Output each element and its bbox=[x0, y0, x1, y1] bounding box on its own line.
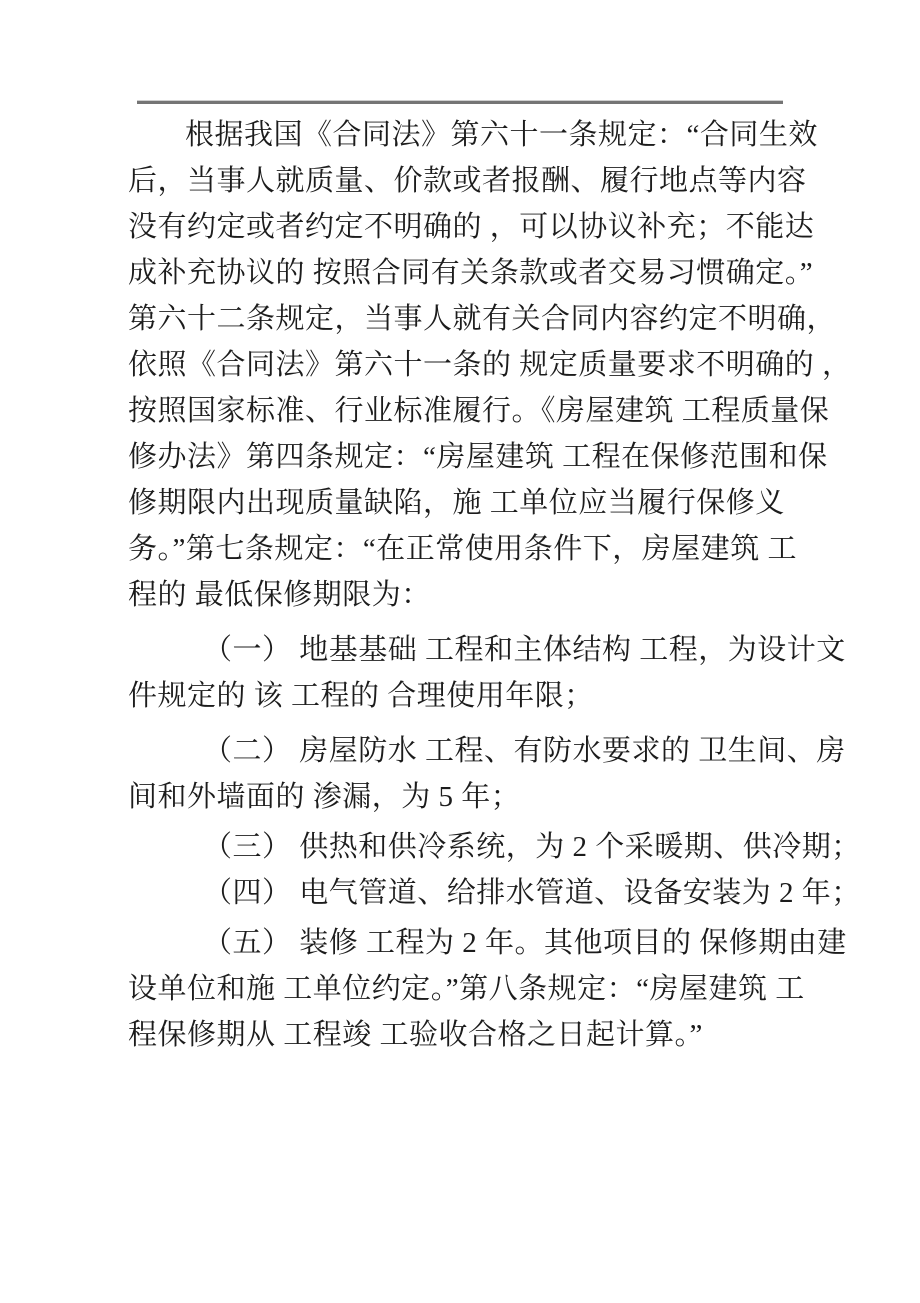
list-item-line: （二） 房屋防水 工程、有防水要求的 卫生间、房 bbox=[203, 735, 846, 767]
text-line: 依照《合同法》第六十一条的 规定质量要求不明确的 ， bbox=[128, 349, 852, 381]
text-line: 没有约定或者约定不明确的 ，可以协议补充；不能达 bbox=[128, 211, 815, 243]
separator-line bbox=[137, 100, 783, 104]
text-line: 后，当事人就质量、价款或者报酬、履行地点等内容 bbox=[128, 165, 807, 197]
text-line: 务。”第七条规定：“在正常使用条件下，房屋建筑 工 bbox=[128, 533, 797, 565]
text-line: 按照国家标准、行业标准履行。《房屋建筑 工程质量保 bbox=[128, 395, 830, 427]
text-line: 修办法》第四条规定：“房屋建筑 工程在保修范围和保 bbox=[128, 441, 828, 473]
text-line: 设单位和施 工单位约定。”第八条规定：“房屋建筑 工 bbox=[128, 973, 805, 1005]
text-line: 成补充协议的 按照合同有关条款或者交易习惯确定。” bbox=[128, 257, 814, 289]
text-line: 第六十二条规定，当事人就有关合同内容约定不明确， bbox=[128, 303, 837, 335]
list-item-line: （一） 地基基础 工程和主体结构 工程，为设计文 bbox=[203, 634, 846, 666]
list-item-line: （四） 电气管道、给排水管道、设备安装为 2 年； bbox=[203, 877, 861, 909]
text-line: 程的 最低保修期限为： bbox=[128, 579, 431, 611]
text-line: 件规定的 该 工程的 合理使用年限； bbox=[128, 680, 594, 712]
text-line: 根据我国《合同法》第六十一条规定：“合同生效 bbox=[185, 119, 818, 151]
document-body bbox=[128, 112, 861, 1058]
text-line: 修期限内出现质量缺陷，施 工单位应当履行保修义 bbox=[128, 487, 785, 519]
list-item-line: （五） 装修 工程为 2 年。其他项目的 保修期由建 bbox=[203, 927, 847, 959]
text-line: 间和外墙面的 渗漏，为 5 年； bbox=[128, 781, 521, 813]
list-item-line: （三） 供热和供冷系统，为 2 个采暖期、供冷期； bbox=[203, 831, 861, 863]
text-line: 程保修期从 工程竣 工验收合格之日起计算。” bbox=[128, 1019, 703, 1051]
